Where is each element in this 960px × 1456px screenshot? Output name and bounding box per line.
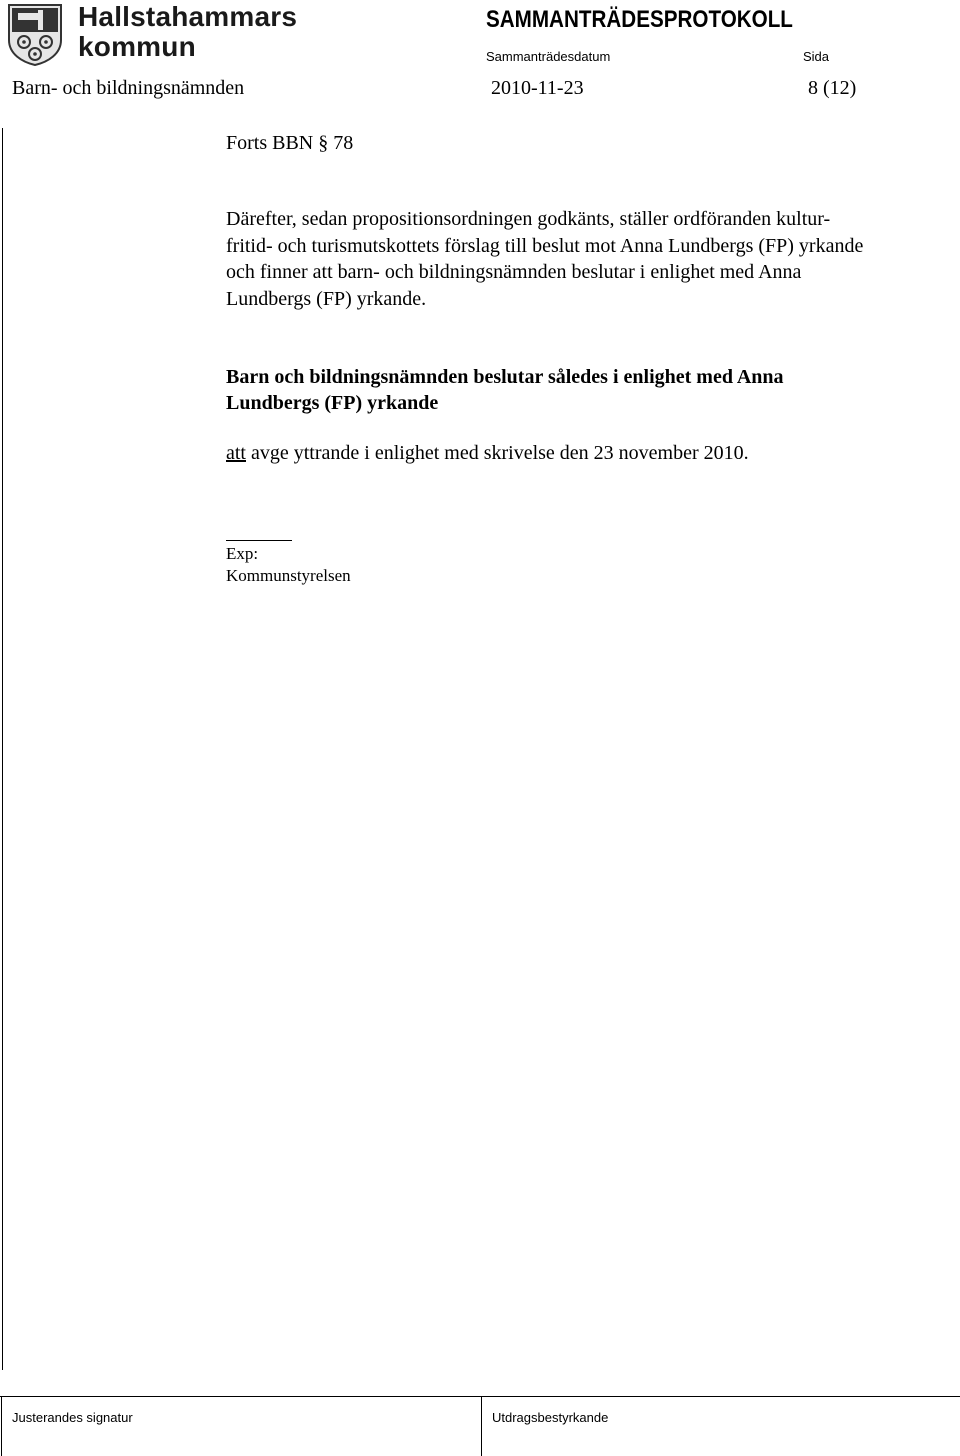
- municipality-logo-text: [78, 2, 297, 62]
- decision-line: Lundbergs (FP) yrkande: [226, 392, 439, 414]
- distribution-label: Exp:: [226, 544, 259, 563]
- decision-clause: [226, 441, 749, 465]
- page-label: Sida: [803, 49, 830, 64]
- meeting-date: 2010-11-23: [491, 77, 584, 99]
- signature-label: Justerandes signatur: [12, 1410, 133, 1425]
- committee-name: Barn- och bildningsnämnden: [12, 77, 245, 99]
- distribution-rule: [226, 540, 292, 541]
- footer-rule: [0, 1396, 960, 1397]
- meeting-date-label: Sammanträdesdatum: [486, 49, 611, 64]
- footer-divider: [1, 1396, 2, 1456]
- paragraph-line: fritid- och turismutskottets förslag till beslut mot Anna Lundbergs (FP) yrkande: [226, 234, 864, 257]
- logo-name-line1: Hallstahammars: [78, 1, 298, 32]
- decision-clause-text: avge yttrande i enlighet med skrivelse den 23 november 2010.: [246, 442, 749, 464]
- section-reference: Forts BBN § 78: [226, 132, 354, 154]
- paragraph-line: Därefter, sedan propositionsordningen godkänts, ställer ordföranden kultur-: [226, 208, 831, 230]
- decision-heading: [226, 364, 951, 416]
- paragraph-line: Lundbergs (FP) yrkande.: [226, 287, 427, 310]
- decision-line: Barn och bildningsnämnden beslutar således i enlighet med Anna: [226, 366, 784, 388]
- document-type-title: SAMMANTRÄDESPROTOKOLL: [486, 6, 793, 33]
- att-keyword: att: [226, 442, 246, 464]
- logo-name-line2: kommun: [78, 31, 196, 62]
- body-paragraph: [226, 206, 951, 312]
- distribution-recipient: Kommunstyrelsen: [226, 566, 351, 585]
- coat-of-arms-icon: [8, 4, 62, 66]
- margin-line: [2, 128, 3, 1370]
- certification-label: Utdragsbestyrkande: [492, 1410, 609, 1425]
- paragraph-line: och finner att barn- och bildningsnämnden beslutar i enlighet med Anna: [226, 261, 802, 283]
- footer-divider: [481, 1396, 482, 1456]
- page-number: 8 (12): [808, 77, 857, 99]
